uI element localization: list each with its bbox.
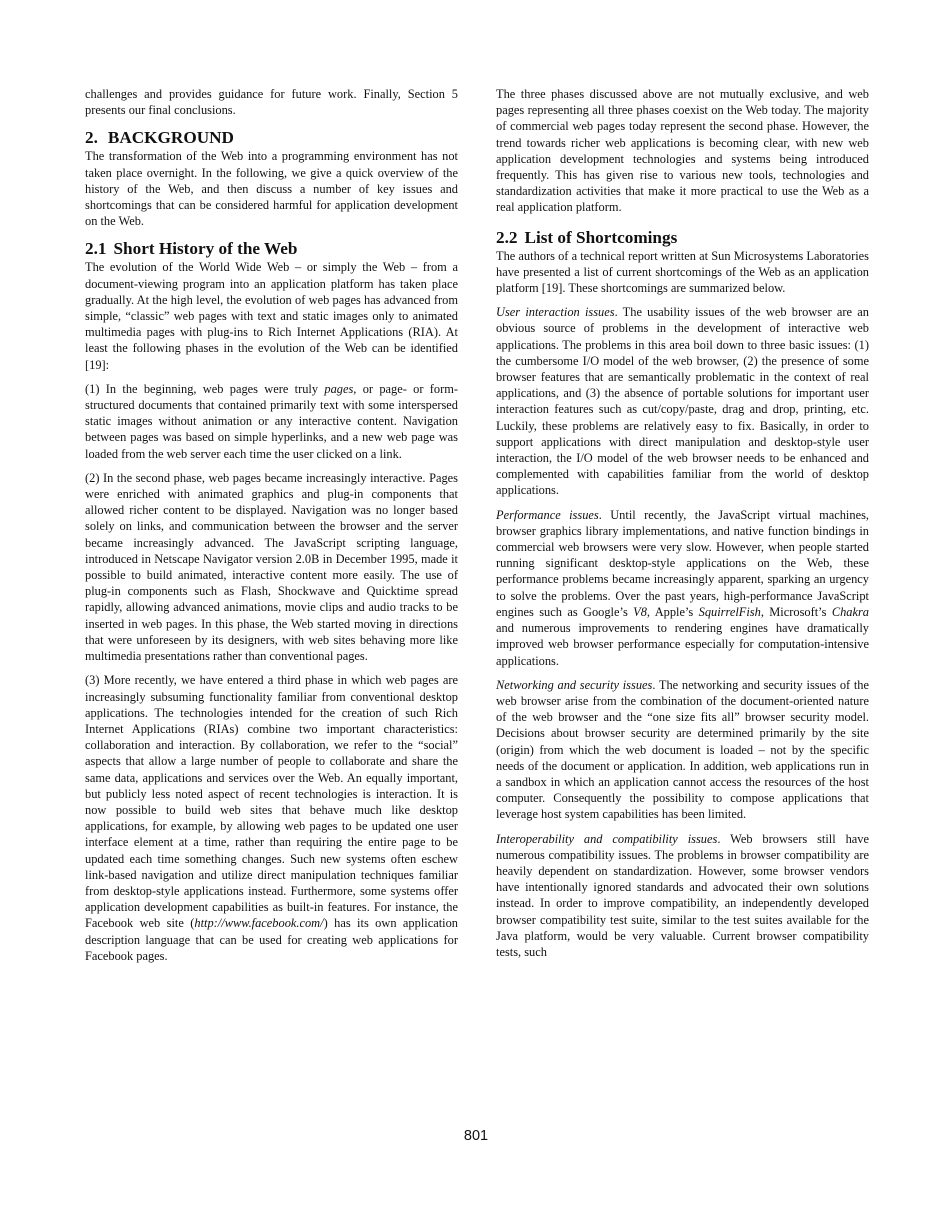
phases-summary-paragraph: The three phases discussed above are not mutually exclusive, and web pages representing all three phases coexist on the Web today. The majority of commercial web pages today represent the second phase. However, the trend towards richer web applications is becoming clear, with new web application development technologies and systems being introduced frequently. This has given rise to various new tools, technologies and standardization activities that make it more practical to use the Web as a real application platform.	[496, 87, 869, 215]
user-interaction-text: . The usability issues of the web browser are an obvious source of problems in the development of interactive web applications. The problems in this area boil down to three basic issues: (1) the cumbersome I/O model of the web browser, (2) the presence of some browser features that are semantically problematic in the context of real applications, and (3) the absence of portable solutions for important user interaction features such as cut/copy/paste, drag and drop, printing, etc. Luckily, these problems are relatively easy to fix. Basically, in order to support applications with direct manipulation and desktop-style user interaction, the I/O model of the web browser needs to be enhanced and complemented with capabilities familiar from the world of desktop applications.	[496, 305, 869, 498]
chakra-name: Chakra	[831, 604, 869, 619]
phase-1-text-b: , or page- or form-structured documents that contained primarily text with some interspersed static images without animation or any interactive content. Navigation between pages was based on simple hyperlinks, and a new web page was loaded from the web server each time the user clicked on a link.	[85, 381, 459, 461]
phase-1-emphasis: pages	[324, 381, 354, 396]
phase-1-text-a: (1) In the beginning, web pages were truly	[85, 381, 325, 396]
page-number: 801	[463, 1128, 489, 1144]
section-2-1-number: 2.1	[85, 239, 107, 259]
section-2-title: BACKGROUND	[107, 128, 234, 148]
left-column	[85, 86, 458, 972]
facebook-link[interactable]: http://www.facebook.com/	[194, 916, 324, 931]
section-2-1-title: Short History of the Web	[113, 239, 298, 259]
history-paragraph: The evolution of the World Wide Web – or simply the Web – from a document-viewing program into an application platform has taken place gradually. At the high level, the evolution of web pages has advanced from simple, “classic” web pages with text and static images only to animated multimedia pages with plug-ins to Rich Internet Applications (RIA). At least the following phases in the evolution of the Web can be identified [19]:	[85, 260, 458, 372]
intro-end-paragraph: challenges and provides guidance for future work. Finally, Section 5 presents our final conclusions.	[85, 87, 458, 118]
networking-security-paragraph	[496, 677, 869, 823]
v8-name: V8	[633, 604, 647, 619]
interoperability-paragraph	[496, 831, 869, 961]
section-2-2-title: List of Shortcomings	[524, 227, 678, 247]
phase-1-paragraph	[85, 381, 458, 462]
phase-3-paragraph	[85, 672, 458, 964]
performance-text-b: , Apple’s	[646, 604, 699, 619]
networking-security-label: Networking and security issues	[496, 677, 653, 692]
section-2-2-heading	[496, 228, 869, 248]
squirrelfish-name: SquirrelFish	[698, 604, 761, 619]
section-2-number: 2.	[85, 128, 98, 148]
right-column	[496, 86, 869, 968]
user-interaction-label: User interaction issues	[496, 305, 615, 320]
phase-3-text-b: ) has its own application description language that can be used for creating web applications for Facebook pages.	[85, 916, 458, 963]
user-interaction-paragraph	[496, 304, 869, 498]
section-2-paragraph: The transformation of the Web into a programming environment has not taken place overnight. In the following, we give a quick overview of the history of the Web, and then discuss a number of key issues and shortcomings that can be considered harmful for application development on the Web.	[85, 149, 458, 229]
section-2-heading	[85, 128, 458, 148]
performance-text-d: and numerous improvements to rendering engines have dramatically improved web browser performance especially for computation-intensive applications.	[496, 621, 869, 668]
interoperability-text: . Web browsers still have numerous compatibility issues. The problems in browser compatibility are heavily dependent on standardization. However, some browser vendors have intentionally ignored standards and advocated their own solutions instead. In order to improve compatibility, an independently developed browser compatibility test suite, similar to the test suites available for the Java platform, would be very valuable. Current browser compatibility tests, such	[496, 831, 869, 959]
section-2-1-heading	[85, 239, 458, 259]
performance-label: Performance issues	[496, 507, 599, 522]
performance-paragraph	[496, 507, 869, 669]
performance-text-a: . Until recently, the JavaScript virtual machines, browser graphics library implementations, and native function bindings in commercial web browsers were very slow. However, when people started running significant desktop-style applications on the Web, these performance problems became increasingly apparent, sparking an urgency to solve the problems. Over the past years, high-performance JavaScript engines such as Google’s	[496, 507, 869, 619]
networking-security-text: . The networking and security issues of the web browser arise from the combination of the document-oriented nature of the web browser and the “one size fits all” browser security model. Decisions about browser security are determined primarily by the site (origin) from which the web document is loaded – not by the specific needs of the document or application. In addition, web applications run in a sandbox in which an application cannot access the resources of the host computer. Consequently the possibility to compose applications that leverage host system capabilities has been limited.	[496, 677, 869, 822]
performance-text-c: , Microsoft’s	[760, 604, 832, 619]
section-2-2-number: 2.2	[496, 227, 518, 247]
interoperability-label: Interoperability and compatibility issues	[496, 831, 718, 846]
shortcomings-intro-paragraph: The authors of a technical report written at Sun Microsystems Laboratories have presented a list of current shortcomings of the Web as an application platform [19]. These shortcomings are summarized below.	[496, 248, 869, 296]
phase-2-paragraph: (2) In the second phase, web pages became increasingly interactive. Pages were enriched with animated graphics and plug-in components that allowed richer content to be displayed. Navigation was no longer based solely on links, and communication between the browser and the server became increasingly advanced. The JavaScript scripting language, introduced in Netscape Navigator version 2.0B in December 1995, made it possible to build animated, interactive content more easily. The use of plug-in components such as Flash, Shockwave and Quicktime spread rapidly, allowing advanced animations, movie clips and audio tracks to be inserted in web pages. In this phase, the Web started moving in directions that were unforeseen by its designers, with web sites behaving more like multimedia presentations rather than conventional pages.	[85, 470, 458, 664]
phase-3-text-a: (3) More recently, we have entered a third phase in which web pages are increasingly subsuming functionality familiar from conventional desktop applications. The technologies intended for the creation of such Rich Internet Applications (RIAs) combine two important characteristics: collaboration and interaction. By collaboration, we refer to the “social” aspects that allow a large number of people to collaborate and share the same data, applications and services over the Web. An equally important, but publicly less noted aspect of recent technologies is interaction. It is now possible to build web sites that behave much like desktop applications, for example, by allowing web pages to be updated one user interface element at a time, rather than requiring the entire page to be updated each time something changes. Such new systems often eschew link-based navigation and utilize direct manipulation techniques familiar from desktop-style applications instead. Furthermore, some systems offer application development capabilities as built-in features. For instance, the Facebook web site (	[85, 673, 458, 931]
